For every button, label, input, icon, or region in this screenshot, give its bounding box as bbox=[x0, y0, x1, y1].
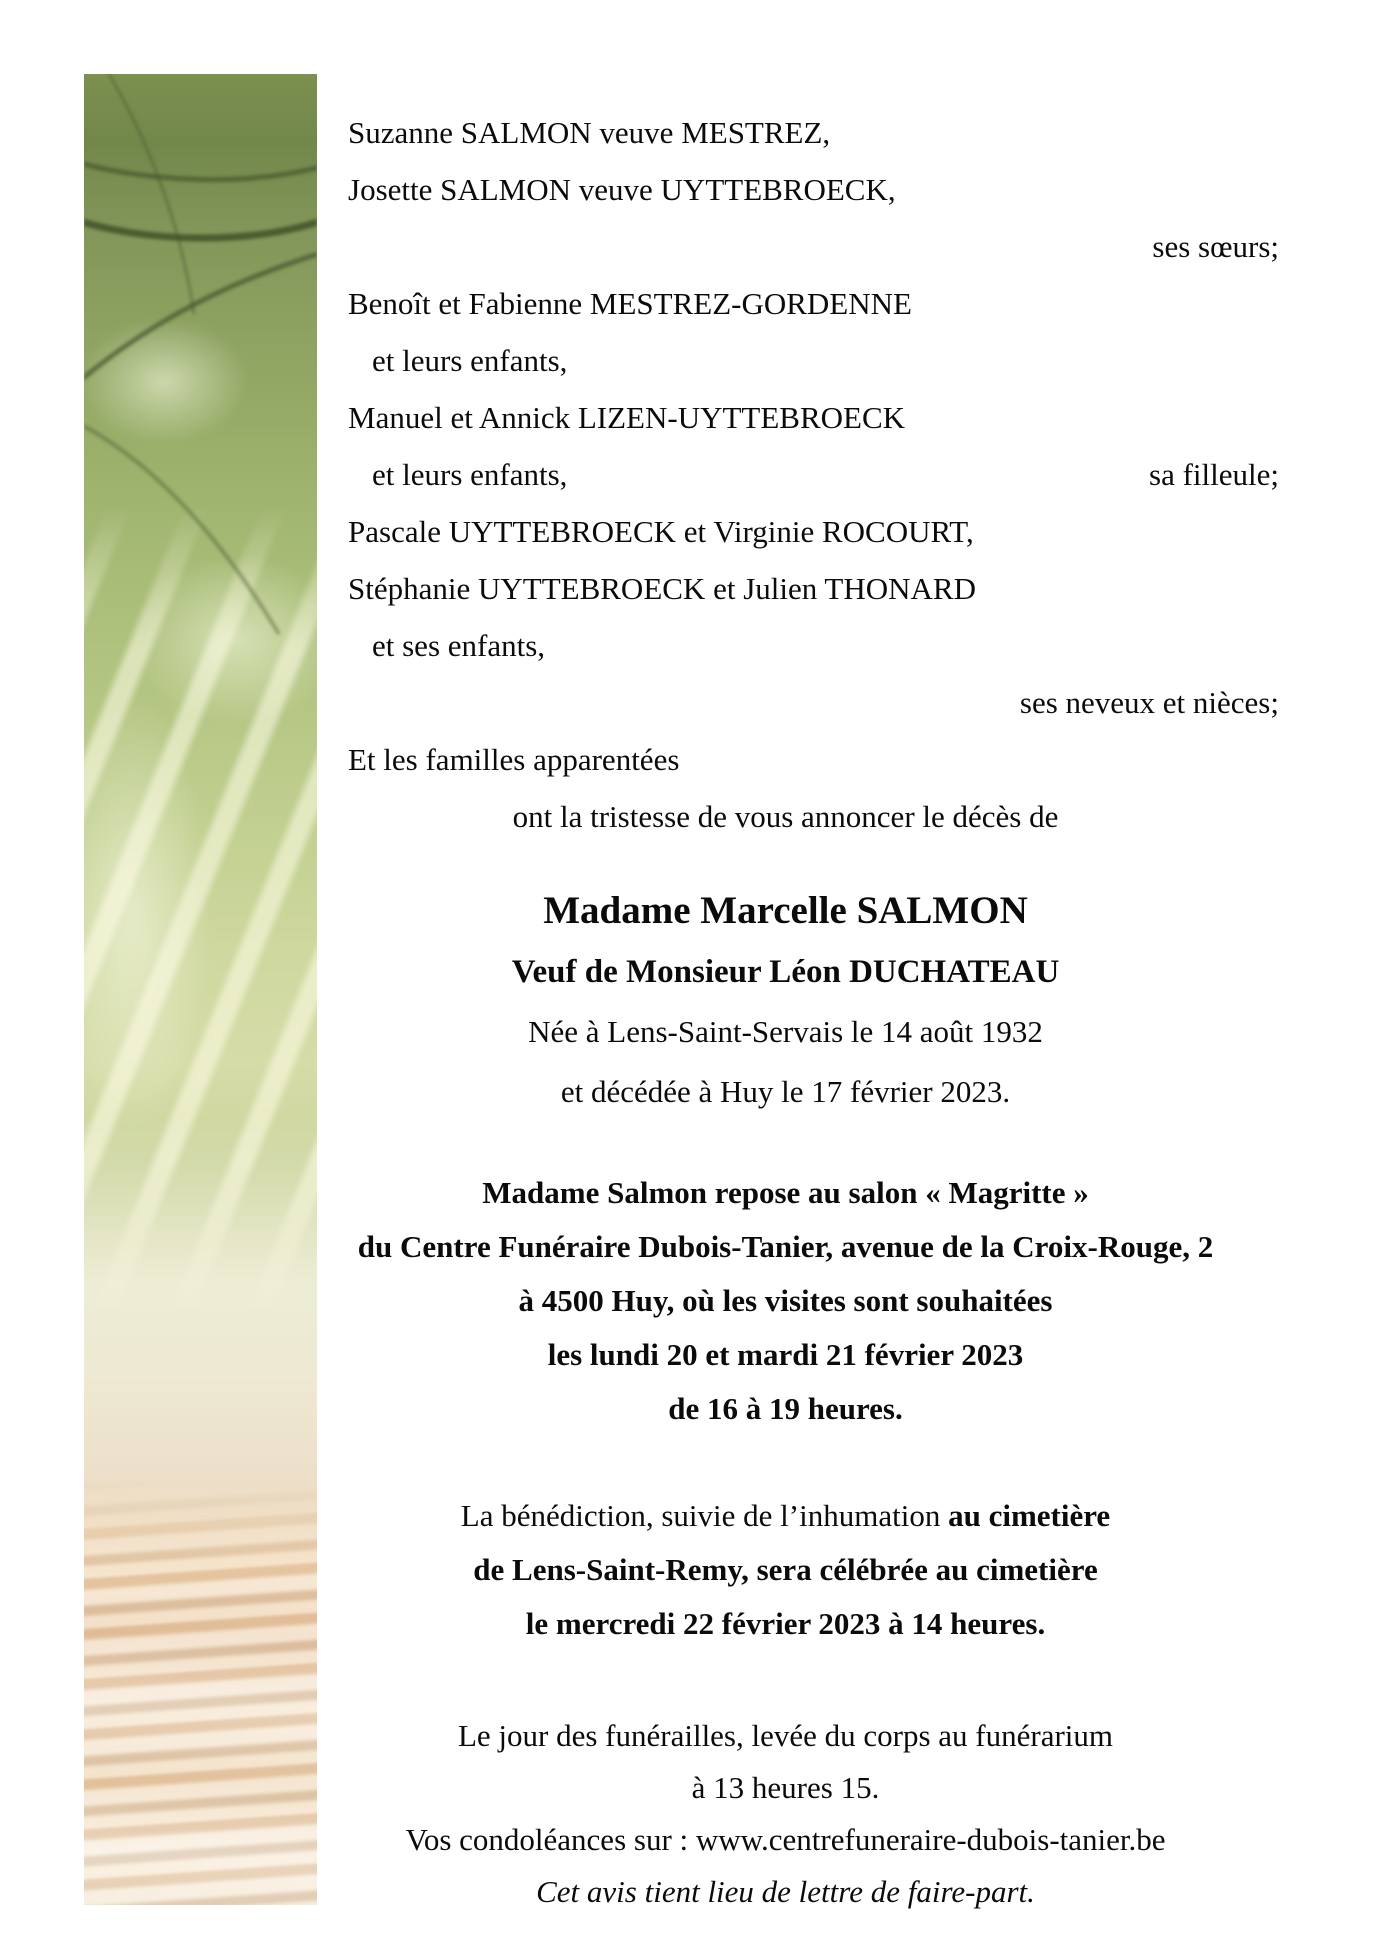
family-list bbox=[348, 104, 1279, 845]
forest-path-photo bbox=[84, 74, 317, 1905]
family-line: Pascale UYTTEBROECK et Virginie ROCOURT, bbox=[348, 514, 974, 549]
family-line: Benoît et Fabienne MESTREZ-GORDENNE bbox=[348, 286, 912, 321]
death-line: et décédée à Huy le 17 février 2023. bbox=[560, 1074, 1011, 1109]
family-line-related: Et les familles apparentées bbox=[348, 742, 680, 777]
relation-label-nephews-nieces: ses neveux et nièces; bbox=[1019, 685, 1279, 720]
relation-label-goddaughter: sa filleule; bbox=[1149, 457, 1279, 492]
birth-line: Née à Lens-Saint-Servais le 14 août 1932 bbox=[528, 1014, 1043, 1049]
repose-info bbox=[348, 1166, 1223, 1436]
repose-line-dates: les lundi 20 et mardi 21 février 2023 bbox=[547, 1337, 1024, 1372]
benediction-bold-part: au cimetière bbox=[948, 1498, 1111, 1533]
relation-label-sisters: ses sœurs; bbox=[1152, 229, 1279, 264]
family-line: Stéphanie UYTTEBROECK et Julien THONARD bbox=[348, 571, 976, 606]
family-line: Suzanne SALMON veuve MESTREZ, bbox=[348, 115, 831, 150]
benediction-line-3: le mercredi 22 février 2023 à 14 heures. bbox=[525, 1606, 1046, 1641]
path-streaks-overlay bbox=[84, 1479, 317, 1905]
family-line-children: et ses enfants, bbox=[372, 628, 546, 663]
benediction-line-1 bbox=[348, 1489, 1223, 1543]
benediction-regular-part: La bénédiction, suivie de l’inhumation bbox=[460, 1498, 949, 1533]
family-line-children: et leurs enfants, bbox=[372, 343, 568, 378]
announcement-sentence: ont la tristesse de vous annoncer le décès de bbox=[512, 799, 1059, 834]
family-line: Josette SALMON veuve UYTTEBROECK, bbox=[348, 172, 896, 207]
family-line: Manuel et Annick LIZEN-UYTTEBROECK bbox=[348, 400, 906, 435]
repose-line-city: à 4500 Huy, où les visites sont souhaitées bbox=[518, 1283, 1053, 1318]
repose-line-hours: de 16 à 19 heures. bbox=[668, 1391, 903, 1426]
repose-line: Madame Salmon repose au salon « Magritte » bbox=[482, 1175, 1089, 1210]
funeral-day-info bbox=[348, 1710, 1223, 1918]
repose-line-address: du Centre Funéraire Dubois-Tanier, avenue de la Croix-Rouge, 2 bbox=[357, 1229, 1214, 1264]
funeral-line-time: à 13 heures 15. bbox=[691, 1770, 880, 1805]
condolences-line: Vos condoléances sur : www.centrefuneraire-dubois-tanier.be bbox=[405, 1822, 1166, 1857]
benediction-info bbox=[348, 1489, 1223, 1651]
funeral-line-1: Le jour des funérailles, levée du corps au funérarium bbox=[457, 1718, 1114, 1753]
tree-branches-illustration bbox=[84, 74, 317, 774]
deceased-widow-of: Veuf de Monsieur Léon DUCHATEAU bbox=[511, 954, 1060, 990]
deceased-name: Madame Marcelle SALMON bbox=[543, 889, 1028, 932]
benediction-line-2: de Lens-Saint-Remy, sera célébrée au cimetière bbox=[473, 1552, 1098, 1587]
family-line-split bbox=[348, 446, 1279, 503]
notice-line: Cet avis tient lieu de lettre de faire-part. bbox=[536, 1874, 1035, 1909]
family-line-children: et leurs enfants, bbox=[372, 457, 568, 492]
